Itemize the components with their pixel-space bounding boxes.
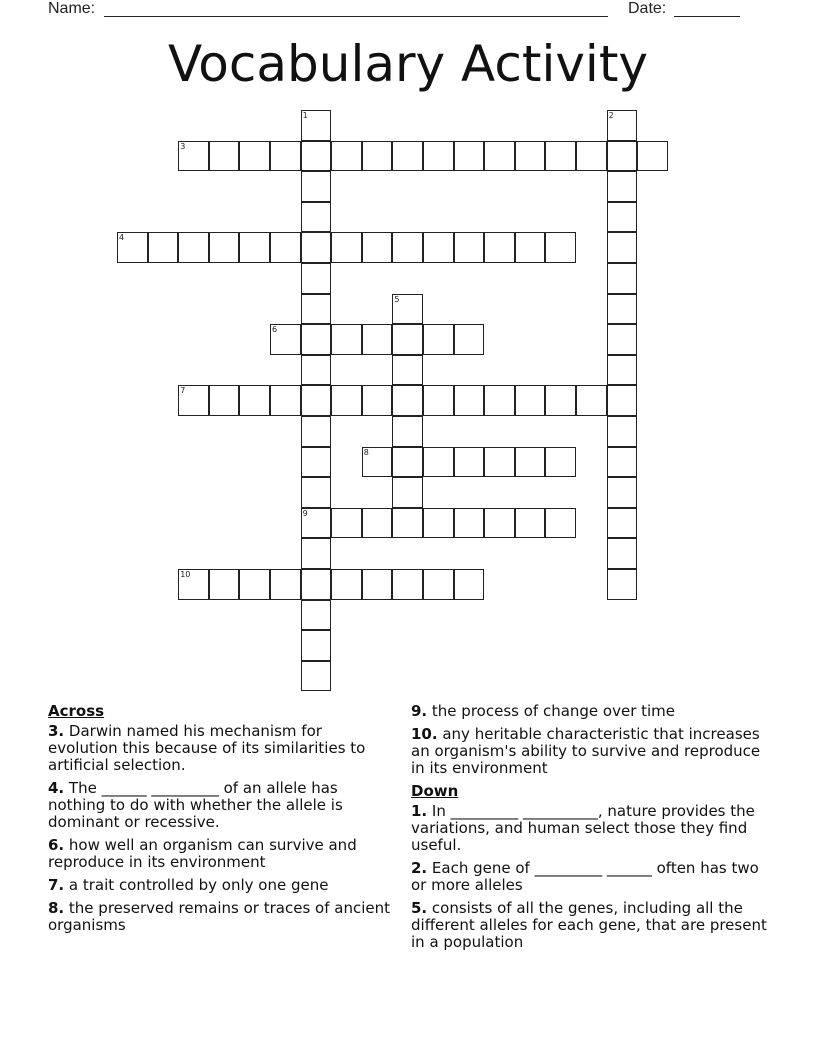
crossword-cell[interactable] [239, 141, 270, 172]
clue-text: the process of change over time [431, 702, 676, 720]
crossword-cell[interactable] [301, 600, 332, 631]
crossword-cell[interactable] [607, 263, 638, 294]
crossword-cell[interactable] [392, 447, 423, 478]
clue-number-label: 5 [394, 294, 400, 304]
clue-text: Darwin named his mechanism for evolution this because of its similarities to artificial selection. [48, 722, 366, 774]
crossword-cell[interactable] [515, 232, 546, 263]
clue-down-5 [411, 900, 771, 951]
date-label: Date: [628, 0, 667, 17]
crossword-cell[interactable] [178, 141, 209, 172]
clue-across-8 [48, 900, 396, 934]
crossword-cell[interactable] [515, 385, 546, 416]
crossword-cell[interactable] [392, 385, 423, 416]
crossword-cell[interactable] [515, 447, 546, 478]
crossword-cell[interactable] [301, 141, 332, 172]
crossword-cell[interactable] [576, 385, 607, 416]
crossword-cell[interactable] [484, 232, 515, 263]
crossword-cell[interactable] [301, 202, 332, 233]
crossword-cell[interactable] [178, 385, 209, 416]
crossword-cell[interactable] [423, 385, 454, 416]
clue-number: 10. [411, 725, 438, 743]
crossword-cell[interactable] [331, 569, 362, 600]
crossword-cell[interactable] [209, 232, 240, 263]
crossword-cell[interactable] [545, 447, 576, 478]
clue-across-9 [411, 703, 771, 720]
crossword-cell[interactable] [270, 141, 301, 172]
clue-number-label: 1 [302, 111, 308, 120]
crossword-cell[interactable] [484, 385, 515, 416]
crossword-cell[interactable] [270, 569, 301, 600]
clue-number: 4. [48, 779, 65, 797]
crossword-cell[interactable] [362, 232, 393, 263]
crossword-cell[interactable] [515, 508, 546, 539]
clue-across-7 [48, 877, 396, 894]
clue-number-label: 8 [363, 447, 369, 457]
crossword-cell[interactable] [484, 508, 515, 539]
crossword-cell[interactable] [484, 141, 515, 172]
crossword-cell[interactable] [362, 447, 393, 478]
clue-across-6 [48, 837, 396, 871]
clue-across-4 [48, 780, 396, 831]
crossword-cell[interactable] [331, 232, 362, 263]
crossword-cell[interactable] [362, 569, 393, 600]
crossword-cell[interactable] [362, 508, 393, 539]
crossword-cell[interactable] [178, 569, 209, 600]
crossword-cell[interactable] [270, 232, 301, 263]
crossword-cell[interactable] [301, 447, 332, 478]
crossword-cell[interactable] [301, 355, 332, 386]
crossword-cell[interactable] [331, 141, 362, 172]
crossword-cell[interactable] [239, 232, 270, 263]
crossword-cell[interactable] [454, 569, 485, 600]
crossword-cell[interactable] [301, 630, 332, 661]
crossword-cell[interactable] [484, 447, 515, 478]
crossword-cell[interactable] [607, 447, 638, 478]
clue-text: The ______ _________ of an allele has nothing to do with whether the allele is dominant or recessive. [48, 779, 343, 831]
crossword-cell[interactable] [392, 416, 423, 447]
clue-number-label: 6 [272, 325, 278, 335]
crossword-cell[interactable] [607, 141, 638, 172]
clues-column-right [411, 703, 771, 957]
crossword-cell[interactable] [301, 477, 332, 508]
crossword-cell[interactable] [607, 232, 638, 263]
crossword-cell[interactable] [301, 661, 332, 692]
crossword-cell[interactable] [301, 569, 332, 600]
clue-number-label: 7 [180, 386, 186, 396]
across-heading: Across [48, 702, 105, 720]
clue-number-label: 10 [180, 570, 191, 579]
crossword-cell[interactable] [301, 508, 332, 539]
crossword-cell[interactable] [607, 569, 638, 600]
crossword-cell[interactable] [454, 508, 485, 539]
clues-column-left [48, 703, 396, 940]
clue-text: consists of all the genes, including all the different alleles for each gene, that are present in a population [411, 899, 767, 951]
crossword-cell[interactable] [301, 538, 332, 569]
crossword-cell[interactable] [515, 141, 546, 172]
crossword-cell[interactable] [454, 141, 485, 172]
crossword-cell[interactable] [301, 263, 332, 294]
crossword-cell[interactable] [607, 477, 638, 508]
crossword-cell[interactable] [209, 141, 240, 172]
crossword-cell[interactable] [607, 294, 638, 325]
crossword-cell[interactable] [301, 171, 332, 202]
crossword-cell[interactable] [545, 508, 576, 539]
crossword-cell[interactable] [392, 477, 423, 508]
clue-number: 5. [411, 899, 428, 917]
crossword-cell[interactable] [607, 171, 638, 202]
crossword-cell[interactable] [301, 294, 332, 325]
crossword-cell[interactable] [301, 232, 332, 263]
crossword-cell[interactable] [392, 355, 423, 386]
crossword-cell[interactable] [270, 385, 301, 416]
crossword-cell[interactable] [178, 232, 209, 263]
crossword-cell[interactable] [117, 232, 148, 263]
clue-across-10 [411, 726, 771, 777]
clue-number: 1. [411, 802, 428, 820]
clue-text: In _________ __________, nature provides the variations, and human select those they find useful. [411, 802, 755, 854]
crossword-cell[interactable] [423, 141, 454, 172]
clue-text: how well an organism can survive and reproduce in its environment [48, 836, 357, 871]
crossword-cell[interactable] [392, 141, 423, 172]
crossword-cell[interactable] [454, 324, 485, 355]
crossword-cell[interactable] [362, 141, 393, 172]
crossword-cell[interactable] [423, 508, 454, 539]
crossword-cell[interactable] [392, 294, 423, 325]
clue-number: 8. [48, 899, 65, 917]
crossword-cell[interactable] [607, 508, 638, 539]
crossword-cell[interactable] [423, 447, 454, 478]
crossword-cell[interactable] [392, 569, 423, 600]
crossword-cell[interactable] [301, 110, 332, 141]
clue-text: a trait controlled by only one gene [68, 876, 329, 894]
clue-number-label: 2 [608, 111, 614, 120]
crossword-cell[interactable] [362, 324, 393, 355]
clue-text: the preserved remains or traces of ancient organisms [48, 899, 390, 934]
crossword-cell[interactable] [454, 385, 485, 416]
crossword-cell[interactable] [301, 385, 332, 416]
clue-number: 3. [48, 722, 65, 740]
crossword-cell[interactable] [607, 202, 638, 233]
crossword-cell[interactable] [239, 569, 270, 600]
clue-across-3 [48, 723, 396, 774]
crossword-cell[interactable] [423, 232, 454, 263]
crossword-cell[interactable] [301, 324, 332, 355]
crossword-cell[interactable] [331, 385, 362, 416]
crossword-cell[interactable] [607, 416, 638, 447]
clue-number: 7. [48, 876, 65, 894]
clue-number-label: 3 [180, 141, 186, 151]
crossword-cell[interactable] [637, 141, 668, 172]
crossword-cell[interactable] [545, 141, 576, 172]
page-title: Vocabulary Activity [167, 35, 649, 93]
down-heading: Down [411, 782, 459, 800]
clue-number: 6. [48, 836, 65, 854]
crossword-cell[interactable] [607, 538, 638, 569]
crossword-cell[interactable] [545, 385, 576, 416]
name-label: Name: [48, 0, 96, 17]
clue-down-2 [411, 860, 771, 894]
crossword-cell[interactable] [331, 324, 362, 355]
crossword-cell[interactable] [270, 324, 301, 355]
crossword-cell[interactable] [576, 141, 607, 172]
crossword-cell[interactable] [454, 232, 485, 263]
crossword-cell[interactable] [607, 324, 638, 355]
crossword-cell[interactable] [239, 385, 270, 416]
crossword-cell[interactable] [301, 416, 332, 447]
crossword-cell[interactable] [392, 324, 423, 355]
crossword-cell[interactable] [423, 324, 454, 355]
crossword-cell[interactable] [331, 508, 362, 539]
clue-number-label: 4 [119, 233, 125, 243]
clue-text: Each gene of _________ ______ often has two or more alleles [411, 859, 759, 894]
clue-down-1 [411, 803, 771, 854]
crossword-cell[interactable] [423, 569, 454, 600]
crossword-cell[interactable] [607, 385, 638, 416]
clue-number: 9. [411, 702, 428, 720]
crossword-cell[interactable] [209, 569, 240, 600]
clue-number: 2. [411, 859, 428, 877]
clue-text: any heritable characteristic that increases an organism's ability to survive and reproduce in its environment [411, 725, 761, 777]
crossword-cell[interactable] [392, 508, 423, 539]
crossword-cell[interactable] [148, 232, 179, 263]
clue-number-label: 9 [302, 508, 308, 518]
crossword-cell[interactable] [392, 232, 423, 263]
crossword-cell[interactable] [545, 232, 576, 263]
crossword-cell[interactable] [209, 385, 240, 416]
crossword-cell[interactable] [454, 447, 485, 478]
crossword-cell[interactable] [362, 385, 393, 416]
crossword-cell[interactable] [607, 110, 638, 141]
crossword-cell[interactable] [607, 355, 638, 386]
